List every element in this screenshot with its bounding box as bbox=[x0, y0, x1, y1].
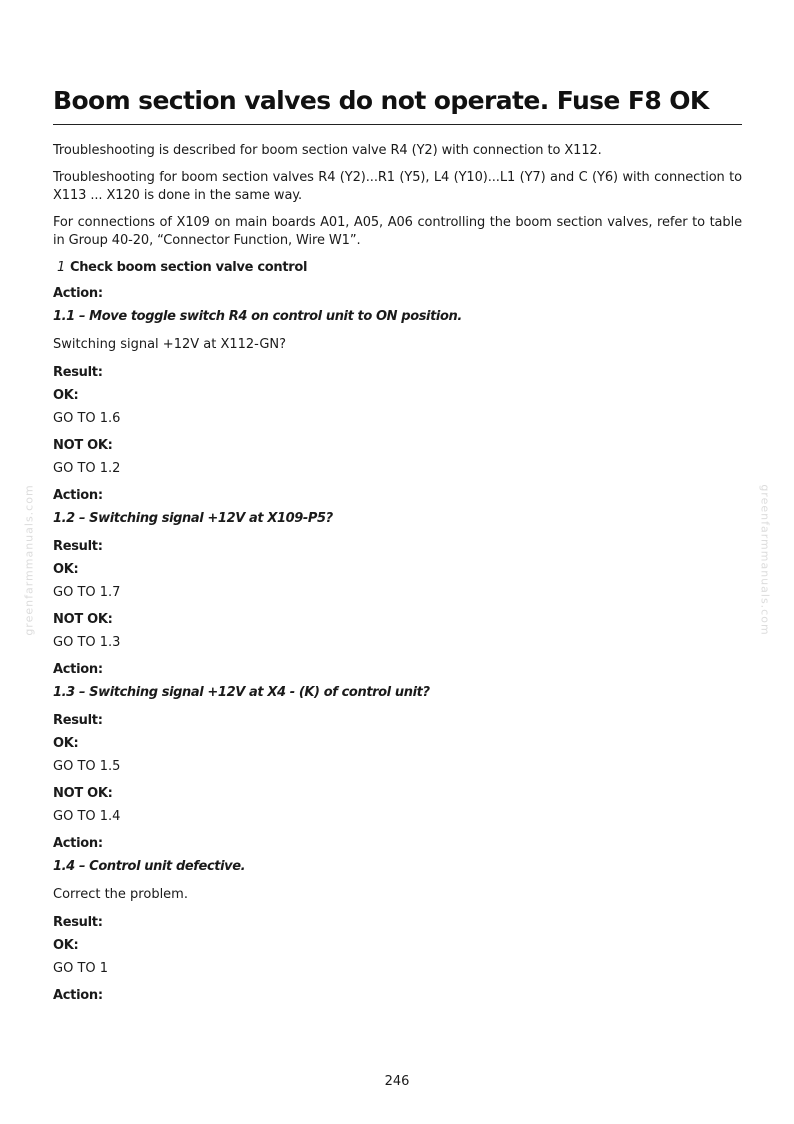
section-label: Action: bbox=[53, 662, 103, 677]
goto-instruction: GO TO 1.2 bbox=[53, 461, 121, 476]
section-label: OK: bbox=[53, 938, 79, 953]
intro-section bbox=[53, 142, 742, 250]
section-label: Action: bbox=[53, 836, 103, 851]
watermark-right: greenfarmmanuals.com bbox=[758, 484, 772, 636]
section-label: Result: bbox=[53, 713, 103, 728]
section-label: Action: bbox=[53, 488, 103, 503]
step-number: 1 bbox=[57, 260, 65, 275]
goto-instruction: GO TO 1.7 bbox=[53, 585, 121, 600]
goto-instruction: GO TO 1.3 bbox=[53, 635, 121, 650]
section-label: Action: bbox=[53, 988, 103, 1003]
goto-instruction: GO TO 1.6 bbox=[53, 411, 121, 426]
intro-paragraph: Troubleshooting is described for boom section valve R4 (Y2) with connection to X112. bbox=[53, 143, 602, 158]
step-heading bbox=[53, 259, 742, 277]
intro-paragraph: For connections of X109 on main boards A01, A05, A06 controlling the boom section valves, refer to table in Group 40-20, “Connector Function, Wire W1”. bbox=[53, 215, 742, 248]
troubleshooting-steps bbox=[53, 285, 742, 1005]
action-heading: 1.2 – Switching signal +12V at X109-P5? bbox=[53, 511, 333, 526]
section-label: Action: bbox=[53, 286, 103, 301]
goto-instruction: GO TO 1.5 bbox=[53, 759, 121, 774]
section-label: OK: bbox=[53, 562, 79, 577]
action-heading: 1.1 – Move toggle switch R4 on control unit to ON position. bbox=[53, 309, 462, 324]
intro-paragraph: Troubleshooting for boom section valves R4 (Y2)...R1 (Y5), L4 (Y10)...L1 (Y7) and C (Y6) with connection to X113 ... X120 is done in the same way. bbox=[53, 170, 742, 203]
section-label: OK: bbox=[53, 736, 79, 751]
action-heading: 1.4 – Control unit defective. bbox=[53, 859, 246, 874]
section-label: Result: bbox=[53, 915, 103, 930]
goto-instruction: GO TO 1.4 bbox=[53, 809, 121, 824]
action-heading: 1.3 – Switching signal +12V at X4 - (K) of control unit? bbox=[53, 685, 430, 700]
body-text: Correct the problem. bbox=[53, 887, 188, 902]
document-page bbox=[53, 84, 742, 1010]
page-number: 246 bbox=[384, 1074, 410, 1089]
goto-instruction: GO TO 1 bbox=[53, 961, 109, 976]
body-text: Switching signal +12V at X112-GN? bbox=[53, 337, 287, 352]
section-label: OK: bbox=[53, 388, 79, 403]
section-label: NOT OK: bbox=[53, 786, 113, 801]
section-label: Result: bbox=[53, 539, 103, 554]
step-title: Check boom section valve control bbox=[69, 260, 308, 275]
section-label: NOT OK: bbox=[53, 612, 113, 627]
section-label: NOT OK: bbox=[53, 438, 113, 453]
section-label: Result: bbox=[53, 365, 103, 380]
page-title: Boom section valves do not operate. Fuse F8 OK bbox=[53, 84, 742, 125]
watermark-left: greenfarmmanuals.com bbox=[22, 484, 36, 636]
